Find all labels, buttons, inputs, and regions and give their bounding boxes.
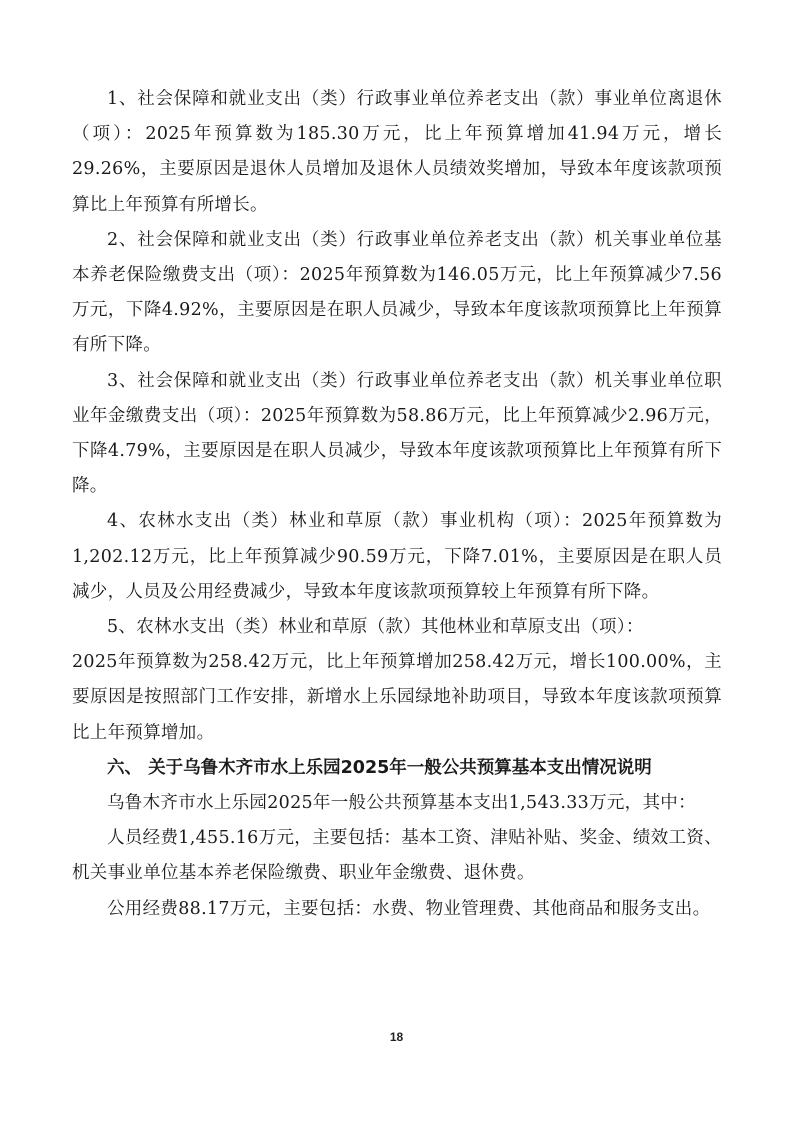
paragraph-item-5: 5、农林水支出（类）林业和草原（款）其他林业和草原支出（项）： — [107, 617, 644, 638]
paragraph-item-3: 3、社会保障和就业支出（类）行政事业单位养老支出（款）机关事业单位职业年金缴费支出（项）：2025年预算数为58.86万元，比上年预算减少2.96万元，下降4.79%，主要原因是在职人员减少，导致本年度该款项预算比上年预算有所下降。 — [72, 370, 722, 497]
paragraph-item-1: 1、社会保障和就业支出（类）行政事业单位养老支出（款）事业单位离退休（项）：2025年预算数为185.30万元，比上年预算增加41.94万元，增长29.26%，主要原因是退休人员增加及退休人员绩效奖增加，导致本年度该款项预算比上年预算有所增长。 — [72, 89, 722, 215]
page-number: 18 — [389, 1030, 404, 1044]
paragraph-item-4: 4、农林水支出（类）林业和草原（款）事业机构（项）：2025年预算数为1,202.12万元，比上年预算减少90.59万元，下降7.01%，主要原因是在职人员减少，人员及公用经费减少，导致本年度该款项预算较上年预算有所下降。 — [72, 511, 722, 602]
section-heading: 六、 关于乌鲁木齐市水上乐园2025年一般公共预算基本支出情况说明 — [107, 757, 652, 778]
public-expense-paragraph: 公用经费88.17万元，主要包括：水费、物业管理费、其他商品和服务支出。 — [107, 898, 711, 919]
summary-paragraph: 乌鲁木齐市水上乐园2025年一般公共预算基本支出1,543.33万元，其中： — [107, 793, 696, 814]
personnel-expense-paragraph: 人员经费1,455.16万元，主要包括：基本工资、津贴补贴、奖金、绩效工资、机关事业单位基本养老保险缴费、职业年金缴费、退休费。 — [72, 828, 722, 884]
paragraph-item-2: 2、社会保障和就业支出（类）行政事业单位养老支出（款）机关事业单位基本养老保险缴费支出（项）：2025年预算数为146.05万元，比上年预算减少7.56万元，下降4.92%，主要原因是在职人员减少，导致本年度该款项预算比上年预算有所下降。 — [72, 229, 722, 356]
document-body — [72, 82, 722, 927]
paragraph-item-5-continued: 2025年预算数为258.42万元，比上年预算增加258.42万元，增长100.00%，主要原因是按照部门工作安排，新增水上乐园绿地补助项目，导致本年度该款项预算比上年预算增加。 — [72, 652, 722, 743]
